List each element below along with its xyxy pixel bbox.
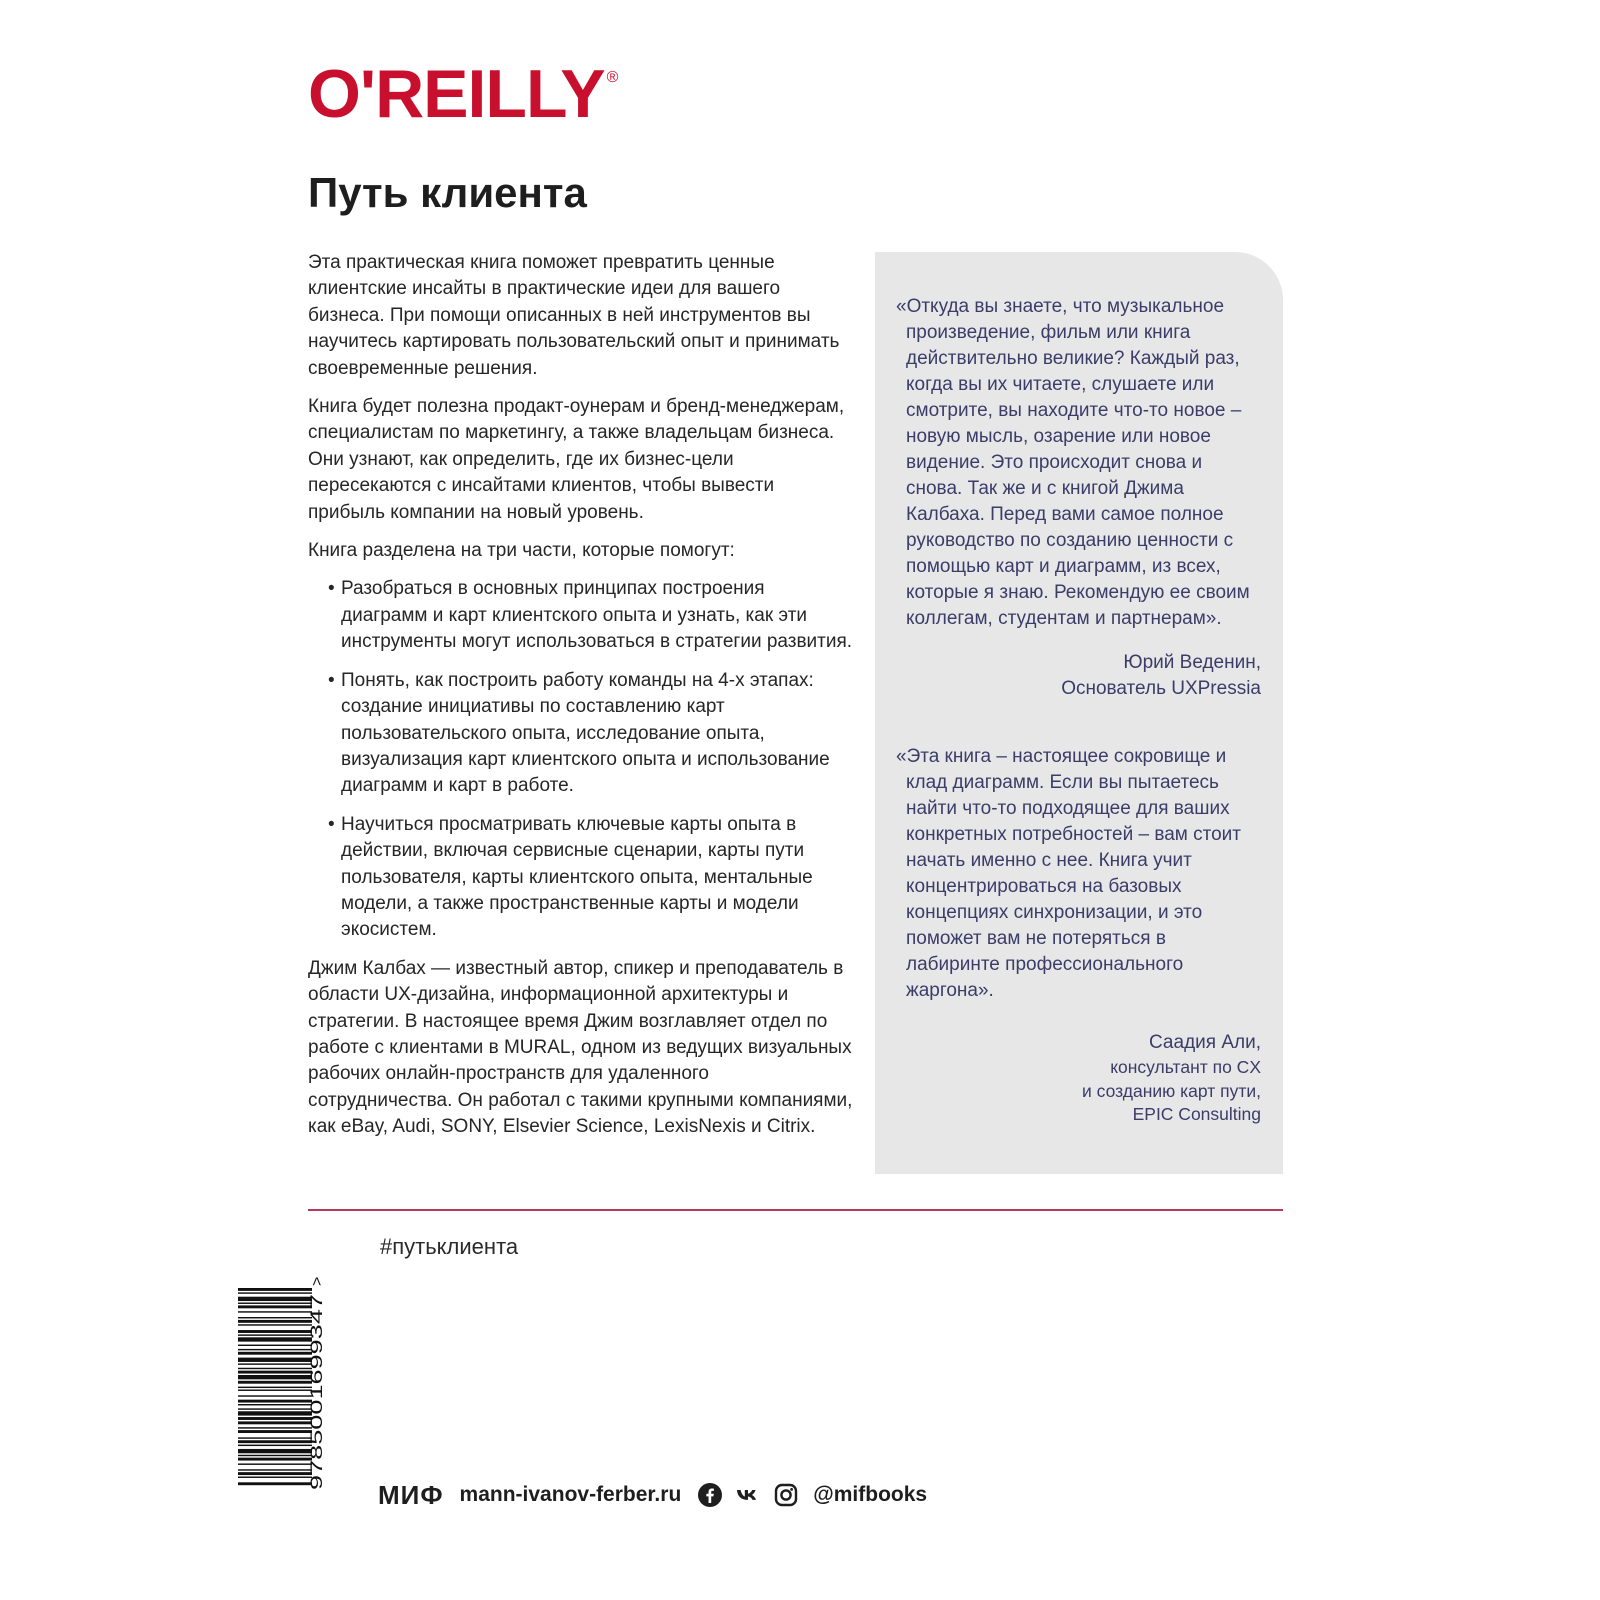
barcode-bar bbox=[238, 1463, 312, 1464]
description-paragraph: Книга разделена на три части, которые помогут: bbox=[308, 540, 735, 562]
divider-line bbox=[308, 1209, 1283, 1211]
barcode-bar bbox=[238, 1317, 312, 1318]
barcode-bar bbox=[238, 1449, 312, 1453]
social-handle[interactable]: @mifbooks bbox=[813, 1483, 928, 1506]
barcode-bar bbox=[238, 1411, 312, 1415]
barcode-bar bbox=[238, 1430, 312, 1433]
barcode-bar bbox=[238, 1352, 312, 1355]
author-role: консультант по CX bbox=[1110, 1057, 1261, 1077]
mif-logo: МИФ bbox=[378, 1479, 444, 1510]
barcode-bar bbox=[238, 1390, 312, 1391]
barcode-digits: 9785001699347 bbox=[307, 1367, 326, 1490]
barcode-bar bbox=[238, 1297, 312, 1301]
barcode-bar bbox=[238, 1320, 312, 1323]
barcode-bar bbox=[238, 1330, 312, 1333]
barcode-bar bbox=[238, 1288, 312, 1291]
barcode-bar bbox=[238, 1324, 312, 1325]
barcode-bar bbox=[238, 1445, 312, 1446]
barcode-bar bbox=[238, 1469, 312, 1470]
footer bbox=[378, 1476, 927, 1514]
parts-list-item: • Понять, как построить работу команды на 4-х этапах: создание инициативы по составлению карт пользовательского опыта, исследование опыта, визуализация карт клиентского опыта и использование диаграмм и карт в работе. bbox=[328, 668, 853, 800]
barcode-bar bbox=[238, 1455, 312, 1456]
author-company: EPIC Consulting bbox=[1132, 1104, 1261, 1124]
barcode-bar bbox=[238, 1349, 312, 1350]
instagram-icon[interactable] bbox=[773, 1482, 799, 1508]
barcode-bar bbox=[238, 1421, 312, 1424]
barcode-bar bbox=[238, 1427, 312, 1428]
barcode-bar bbox=[238, 1395, 312, 1396]
book-description bbox=[308, 250, 853, 1153]
barcode-bar bbox=[238, 1371, 312, 1374]
barcode-bar bbox=[238, 1387, 312, 1388]
description-paragraph: Эта практическая книга поможет превратить ценные клиентские инсайты в практические идеи для вашего бизнеса. При помощи описанных в ней инструментов вы научитесь картировать пользовательский опыт и принимать своевременные решения. bbox=[308, 252, 840, 379]
testimonials-panel bbox=[875, 252, 1283, 1174]
parts-list-item: • Научиться просматривать ключевые карты опыта в действии, включая сервисные сценарии, карты пути пользователя, карты клиентского опыта, ментальные модели, а также пространственные карты и модели экосистем. bbox=[328, 812, 853, 944]
author-name: Саадия Али, bbox=[1149, 1032, 1261, 1053]
website-link[interactable]: mann-ivanov-ferber.ru bbox=[459, 1483, 682, 1506]
author-name: Юрий Веденин, bbox=[1123, 652, 1261, 673]
barcode-bar bbox=[238, 1381, 312, 1384]
barcode-bar bbox=[238, 1404, 312, 1405]
barcode-bar bbox=[238, 1472, 312, 1475]
isbn-barcode bbox=[236, 1276, 336, 1496]
parts-list bbox=[308, 576, 853, 943]
testimonial-text: «Эта книга – настоящее сокровище и клад диаграмм. Если вы пытаетесь найти что-то подходящее для ваших конкретных потребностей – вам стоит начать именно с нее. Книга учит концентрироваться на базовых концепциях синхронизации, и это поможет вам не потеряться в лабиринте профессионального жаргона». bbox=[896, 746, 1241, 1001]
facebook-icon[interactable] bbox=[697, 1482, 723, 1508]
barcode-bar bbox=[238, 1408, 312, 1409]
barcode-bar bbox=[238, 1458, 312, 1461]
barcode-bar bbox=[238, 1345, 312, 1346]
barcode-bar bbox=[238, 1305, 312, 1308]
parts-list-item: • Разобраться в основных принципах построения диаграмм и карт клиентского опыта и узнать, как эти инструменты могут использоваться в стратегии развития. bbox=[328, 576, 853, 655]
barcode-bar bbox=[238, 1375, 312, 1379]
barcode-bar bbox=[238, 1440, 312, 1443]
book-title: Путь клиента bbox=[308, 169, 587, 216]
barcode-bar bbox=[238, 1311, 312, 1312]
barcode-bar bbox=[238, 1292, 312, 1293]
barcode-bar bbox=[238, 1417, 312, 1420]
author-role: Основатель UXPressia bbox=[1061, 678, 1261, 699]
author-role: и созданию карт пути, bbox=[1081, 1080, 1261, 1101]
oreilly-logo-text: O'REILLY bbox=[308, 56, 605, 132]
barcode-bar bbox=[238, 1368, 312, 1369]
vk-icon[interactable] bbox=[735, 1482, 761, 1508]
author-bio: Джим Калбах — известный автор, спикер и преподаватель в области UX-дизайна, информационной архитектуры и стратегии. В настоящее время Джим возглавляет отдел по работе с клиентами в MURAL, одном из ведущих визуальных рабочих онлайн-пространств для удаленного сотрудничества. Он работал с такими крупными компаниями, как eBay, Audi, SONY, Elsevier Science, LexisNexis и Citrix. bbox=[308, 957, 853, 1138]
registered-mark: ® bbox=[606, 69, 618, 86]
barcode-bar bbox=[238, 1482, 312, 1485]
description-paragraph: Книга будет полезна продакт-оунерам и бренд-менеджерам, специалистам по маркетингу, а также владельцам бизнеса. Они узнают, как определить, где их бизнес-цели пересекаются с инсайтами клиентов, чтобы вывести прибыль компании на новый уровень. bbox=[308, 396, 845, 523]
testimonial-text: «Откуда вы знаете, что музыкальное произведение, фильм или книга действительно великие? Каждый раз, когда вы их читаете, слушаете или смотрите, вы находите что-то новое – новую мысль, озарение или новое видение. Это происходит снова и снова. Так же и с книгой Джима Калбаха. Перед вами самое полное руководство по созданию ценности с помощью карт и диаграмм, из всех, которые я знаю. Рекомендую ее своим коллегам, студентам и партнерам». bbox=[896, 296, 1250, 629]
oreilly-logo bbox=[308, 56, 618, 132]
barcode-bar bbox=[238, 1437, 312, 1438]
barcode-quiet-mark: > bbox=[309, 1276, 326, 1286]
testimonial bbox=[895, 294, 1261, 702]
barcode-bar bbox=[238, 1363, 312, 1364]
testimonial-author bbox=[895, 1030, 1261, 1127]
barcode-bar bbox=[238, 1303, 312, 1304]
barcode-bar bbox=[238, 1400, 312, 1403]
barcode-bar bbox=[238, 1477, 312, 1478]
barcode-bar bbox=[238, 1334, 312, 1335]
barcode-bar bbox=[238, 1337, 312, 1341]
testimonial-author bbox=[895, 650, 1261, 702]
hashtag: #путьклиента bbox=[380, 1234, 519, 1259]
testimonial bbox=[895, 744, 1261, 1127]
barcode-bar bbox=[238, 1358, 312, 1362]
barcode-bars bbox=[238, 1288, 312, 1485]
